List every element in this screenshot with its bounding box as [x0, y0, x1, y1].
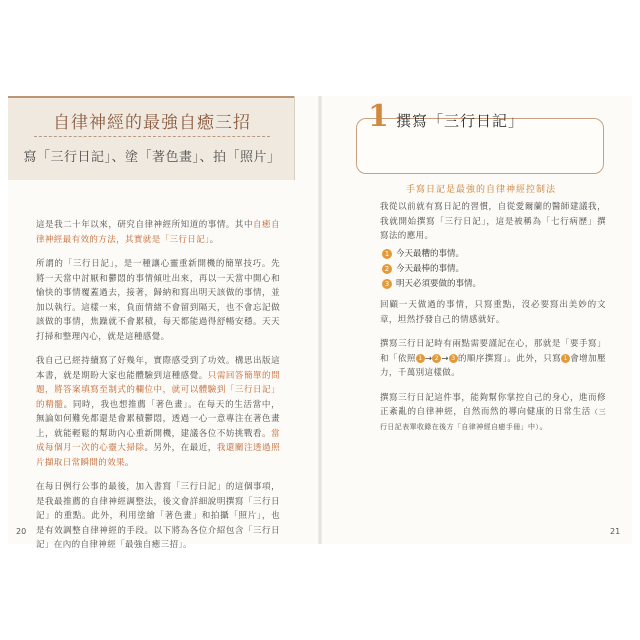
highlighted-text: 當成每個月一次的心靈大掃除 [36, 428, 280, 453]
paragraph [36, 480, 280, 553]
list-item-text: 今天最棒的事情。 [396, 263, 465, 274]
text-span: 在每日例行公事的最後，加入書寫「三行日記」的這個事項，是我最推薦的自律神經調整法，後文會詳細說明撰寫「三行日記」的重點。此外，利用塗繪「著色畫」和拍攝「照片」，也是有效調整自律神經的手段。以下將為各位介紹包含「三行日記」在內的自律神經「最強自癒三招」。 [36, 482, 280, 550]
list-item [382, 261, 602, 276]
paragraph: 回顧一天做過的事情，只寫重點，沒必要寫出美妙的文章，坦然抒發自己的情感就好。 [380, 300, 606, 325]
text-span: 。 [125, 457, 134, 468]
chapter-subtitle: 寫「三行日記」、塗「著色畫」、拍「照片」 [23, 150, 281, 165]
number-badge: 1 [382, 249, 392, 259]
number-badge: 3 [382, 279, 392, 289]
right-body-text [380, 298, 606, 444]
highlighted-text: 自癒自律神經最有效的方法，其實就是「三行日記」 [36, 220, 280, 245]
right-page [320, 96, 632, 544]
small-note: （三行日記表單收錄在後方「自律神經自癒手冊」中） [380, 408, 606, 431]
text-span: 。 [209, 234, 219, 245]
list-item-text: 明天必須要做的事情。 [396, 278, 482, 289]
list-item [382, 276, 602, 291]
page-number-right: 21 [610, 527, 621, 536]
chapter-header [8, 96, 295, 180]
paragraph: 撰寫三行日記時有兩點需要謹記在心，那就是「要手寫」和「依照 1 → 2 → 3 的順序撰寫」。此外，只寫 1 會增加壓力，千萬別這樣做。 [380, 339, 606, 378]
text-span: 會增加壓力，千萬別這樣做。 [380, 353, 606, 378]
text-span: 的順序撰寫」。此外，只寫 [457, 353, 562, 364]
list-item-text: 今天最糟的事情。 [396, 248, 465, 259]
number-badge: 2 [382, 264, 392, 274]
chapter-title: 自律神經的最強自癒三招 [53, 113, 251, 133]
header-top-rule [8, 96, 294, 98]
intro-text: 我從以前就有寫日記的習慣，自從愛爾蘭的醫師建議我，我就開始撰寫「三行日記」，這是被稱為「七行病歷」撰寫法的應用。 [380, 202, 606, 241]
text-span: 這是我二十年以來，研究自律神經所知道的事情。其中 [36, 220, 254, 230]
text-span: 。同時，我也想推薦「著色畫」。在每天的生活當中，無論如何難免都還是會累積鬱悶，透過一心一意專注在著色畫上，就能輕鬆的幫助內心重新開機，建議各位不妨挑戰看。 [36, 399, 280, 439]
number-badge: 1 [561, 354, 570, 363]
number-badge: 1 [416, 354, 425, 363]
page-number-left: 20 [16, 527, 27, 536]
text-span: 撰寫三行日記時有兩點需要謹記在心，那就是「要手寫」和「依照 [380, 339, 606, 364]
text-span: 。另外，在最近， [144, 443, 217, 453]
text-span: 所謂的「三行日記」，是一種讓心靈重新開機的簡單技巧。先將一天當中討厭和鬱悶的事情傾吐出來，再以一天當中開心和愉快的事情覆蓋過去，接著，歸納和寫出明天該做的事情，並加以執行。這樣一來，負面情緒不會留到隔天，也不會忘記做該做的事情，焦躁就不會累積，每天都能過得舒暢安穩。天天打掃和整理內心，就是這種感覺。 [36, 259, 280, 342]
text-span: 我自己已經持續寫了好幾年，實際感受到了功效。構思出版這本書，就是期盼大家也能體驗到這種感覺。 [36, 356, 280, 381]
list-item [382, 246, 602, 261]
paragraph [36, 218, 280, 247]
section-subtitle: 手寫日記是最強的自律神經控制法 [405, 185, 556, 195]
section-number: 1 [368, 99, 389, 134]
left-page [8, 96, 320, 550]
paragraph [36, 257, 280, 344]
text-span: 撰寫三行日記這件事，能夠幫你掌控自己的身心，進而修正紊亂的自律神經，自然而然的導向健康的日常生活 [380, 392, 606, 417]
left-body-text [36, 218, 280, 563]
section-title: 撰寫「三行日記」 [396, 112, 525, 130]
highlighted-text: 只需回答簡單的問題，將答案填寫至制式的欄位中，就可以體驗到「三行日記」的精髓 [36, 370, 280, 410]
number-badge: 3 [449, 354, 458, 363]
text-span: 。 [539, 421, 549, 432]
paragraph [36, 354, 280, 470]
three-line-list [382, 246, 602, 291]
highlighted-text: 我還關注透過照片擷取日常瞬間的效果 [36, 443, 280, 468]
number-badge: 2 [432, 354, 441, 363]
dashed-divider [34, 136, 270, 137]
paragraph [380, 391, 606, 435]
